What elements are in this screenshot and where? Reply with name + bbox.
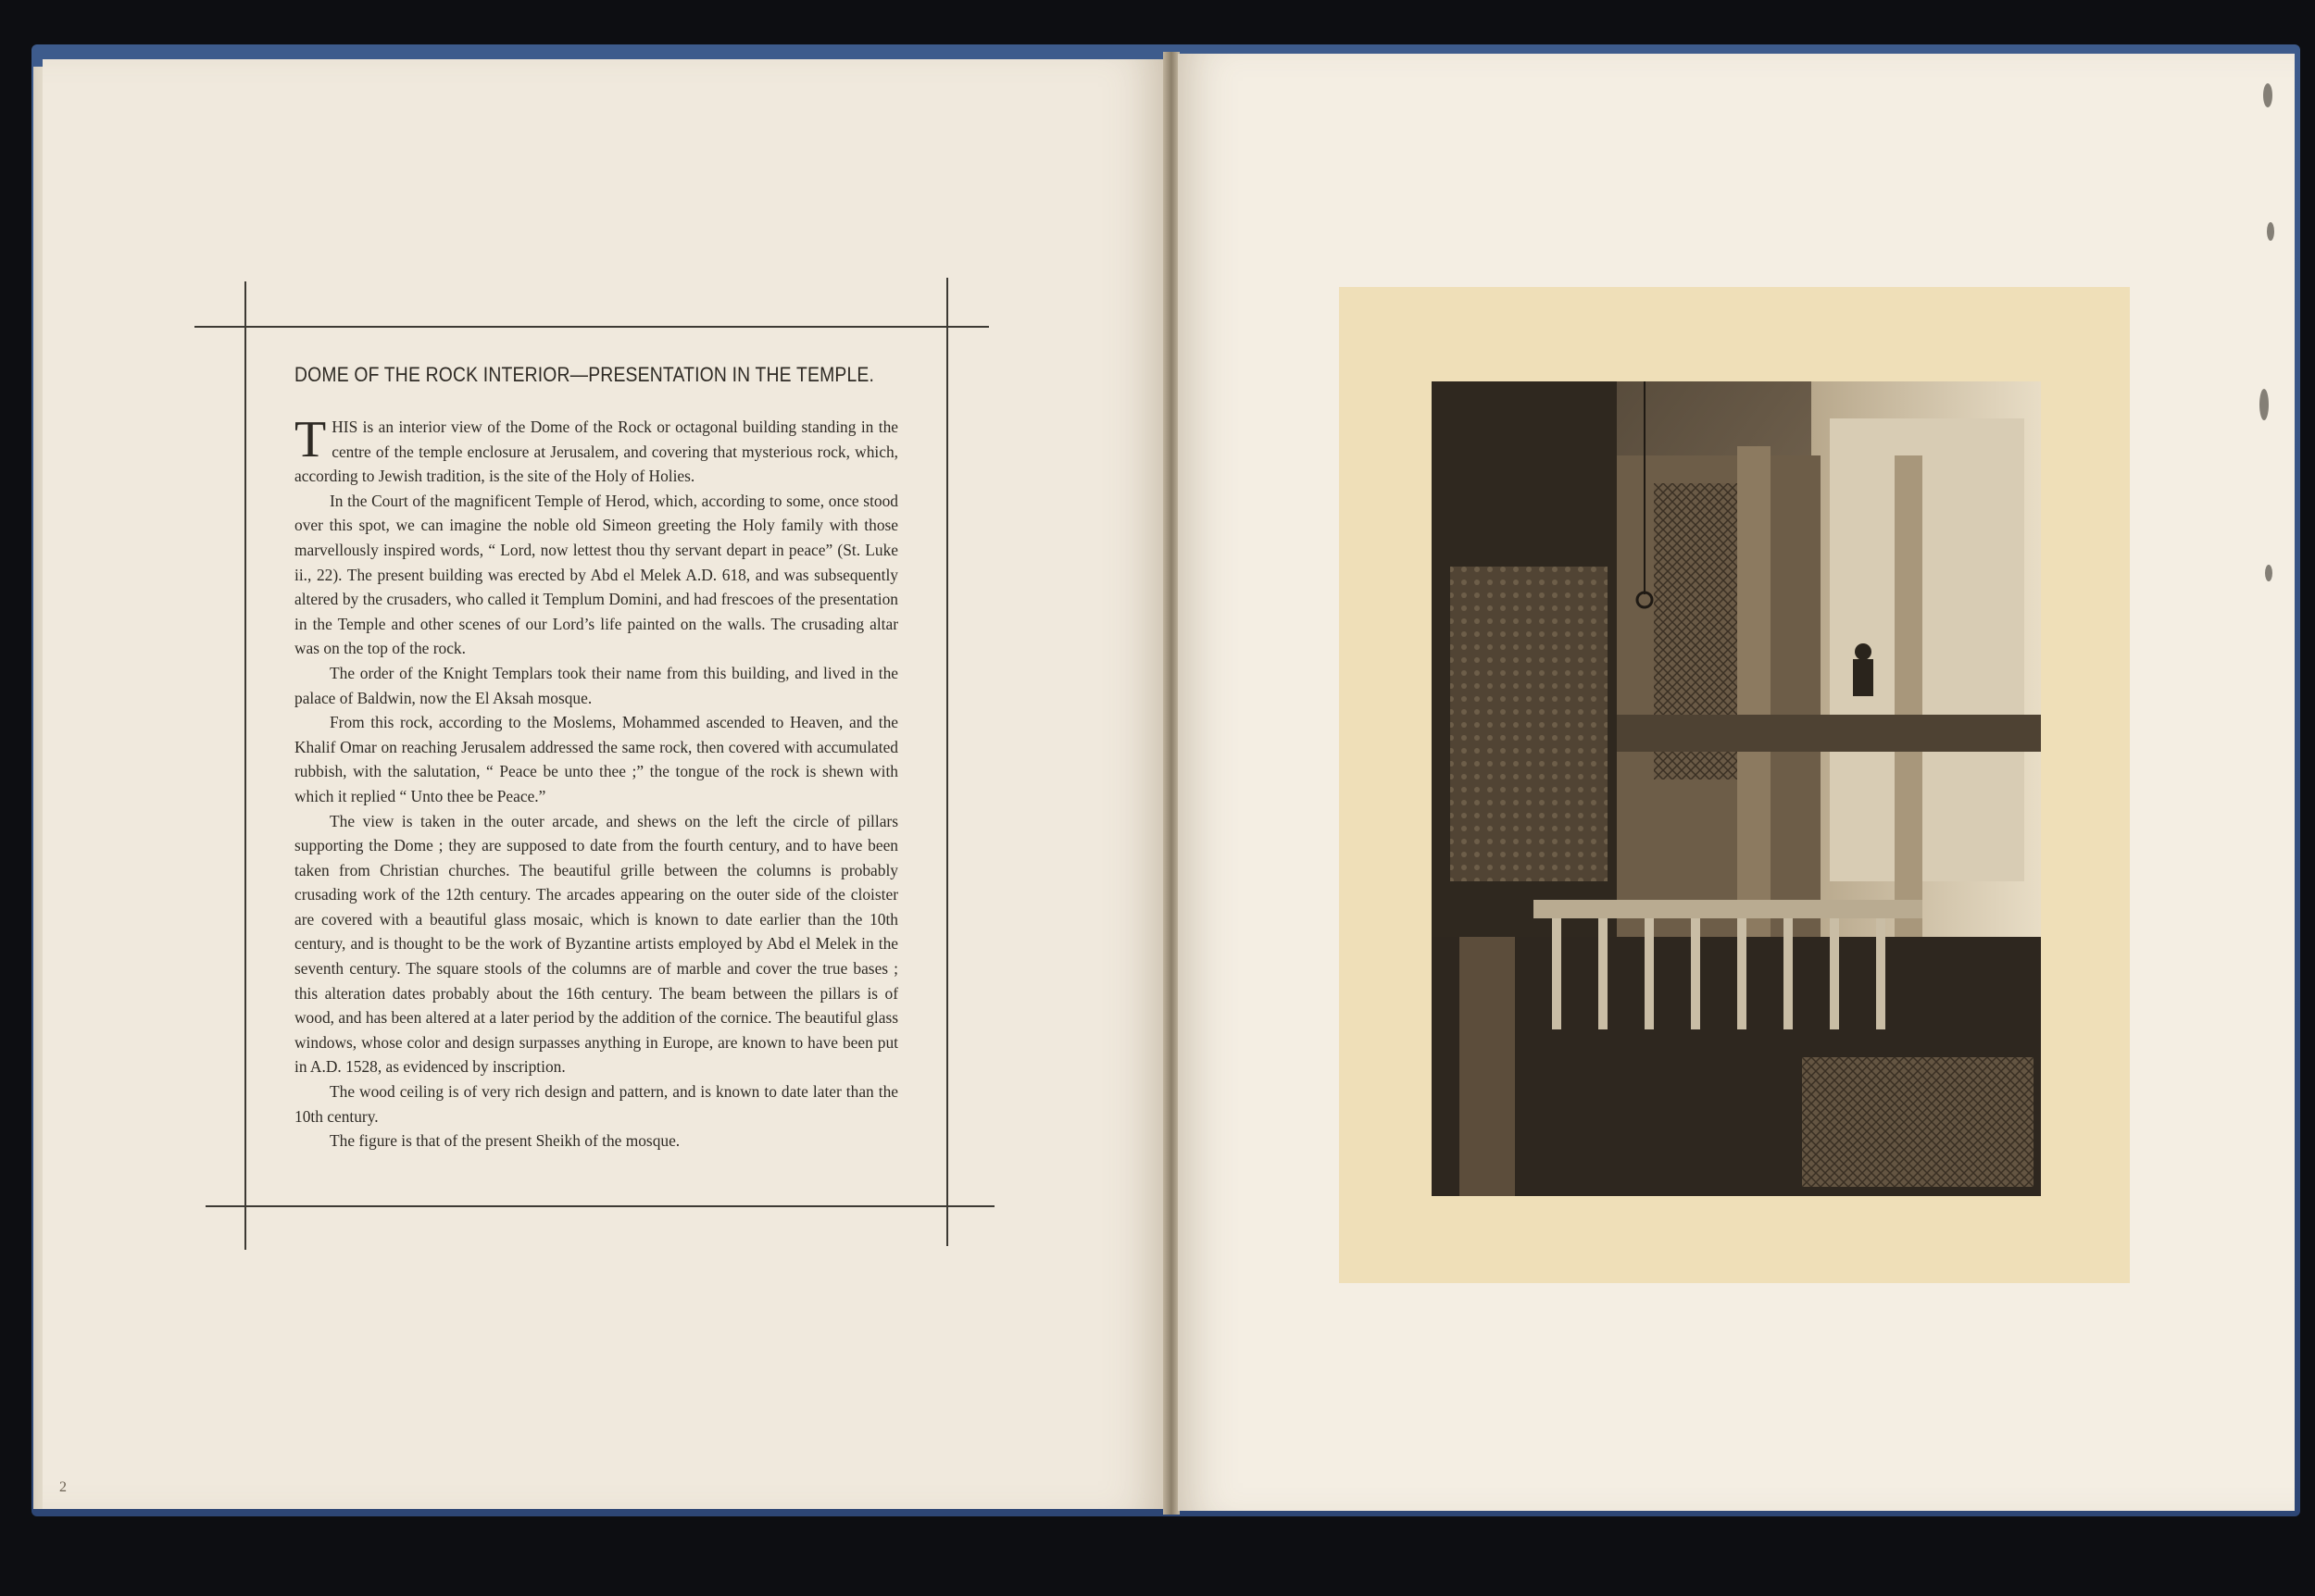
paragraph-7: The figure is that of the present Sheikh of the mosque. (330, 1131, 681, 1151)
paragraph-6: The wood ceiling is of very rich design and pattern, and is known to date later than the 10th century. (294, 1082, 898, 1126)
frame-top-rule (194, 326, 989, 328)
page-number: 2 (59, 1479, 67, 1495)
paragraph-1: THIS is an interior view of the Dome of the Rock or octagonal building standing in the centre of the temple enclosure at Jerusalem, and covering that mysterious rock, which, according to Jewish tradition, is the site of the Holy of Holies. (294, 411, 898, 486)
frame-left-rule (244, 281, 246, 1250)
frame-right-rule (946, 278, 948, 1246)
photograph-image (1432, 381, 2041, 1196)
wear-mark (2259, 389, 2269, 420)
wear-mark (2267, 222, 2274, 241)
wear-mark (2265, 565, 2272, 581)
photograph (1432, 381, 2041, 1196)
paragraph-3: The order of the Knight Templars took their name from this building, and lived in the palace of Baldwin, now the El Aksah mosque. (294, 663, 898, 707)
paragraph-4: From this rock, according to the Moslems, Mohammed ascended to Heaven, and the Khalif Omar on reaching Jerusalem addressed the same rock, then covered with accumulated rubbish, with the salutation, “ Peace be unto thee ;” the tongue of the rock is shewn with which it replied “ Unto thee be Peace.” (294, 713, 898, 805)
drop-cap: T (294, 411, 327, 468)
page-title: DOME OF THE ROCK INTERIOR—PRESENTATION IN THE TEMPLE. (294, 363, 875, 386)
frame-bottom-rule (206, 1205, 995, 1207)
body-text (294, 411, 898, 1153)
paragraph-2: In the Court of the magnificent Temple of Herod, which, according to some, once stood over this spot, we can imagine the noble old Simeon greeting the Holy family with those marvellously inspired words, “ Lord, now lettest thou thy servant depart in peace” (St. Luke ii., 22). The present building was erected by Abd el Melek A.D. 618, and was subsequently altered by the crusaders, who called it Templum Domini, and had frescoes of the presentation in the Temple and other scenes of our Lord’s life painted on the walls. The crusading altar was on the top of the rock. (294, 491, 898, 658)
paragraph-5: The view is taken in the outer arcade, and shews on the left the circle of pillars supporting the Dome ; they are supposed to date from the fourth century, and to have been taken from Christian churches. The beautiful grille between the columns is probably crusading work of the 12th century. The arcades appearing on the outer side of the cloister are covered with a beautiful glass mosaic, which is known to date earlier than the 10th century, and is thought to be the work of Byzantine artists employed by Abd el Melek in the seventh century. The square stools of the columns are of marble and cover the true bases ; this alteration dates probably about the 16th century. The beam between the pillars is of wood, and has been altered at a later period by the addition of the cornice. The beautiful glass windows, whose color and design surpasses anything in Europe, are known to have been put in A.D. 1528, as evidenced by inscription. (294, 811, 898, 1077)
wear-mark (2263, 83, 2272, 107)
